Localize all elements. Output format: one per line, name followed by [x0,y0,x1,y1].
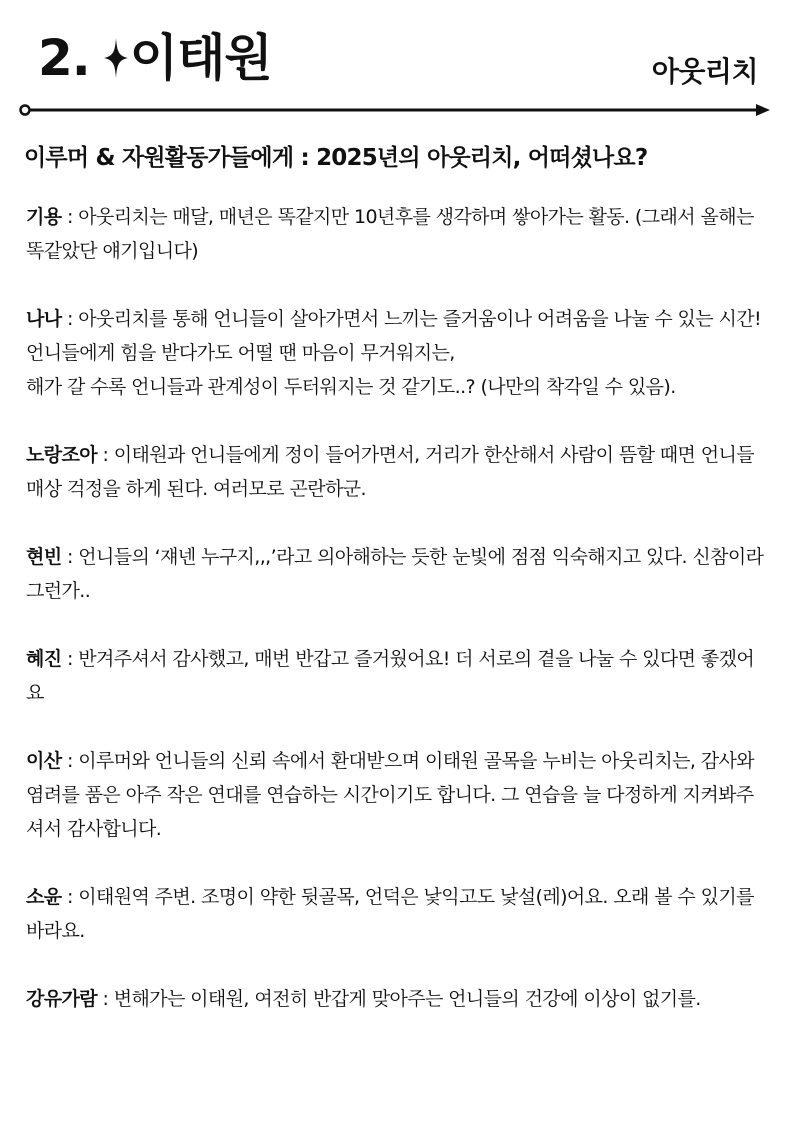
comment-entry [26,200,768,268]
comment-text: 이루머와 언니들의 신뢰 속에서 환대받으며 이태원 골목을 누비는 아웃리치는, 감사와 염려를 품은 아주 작은 연대를 연습하는 시간이기도 합니다. 그 연습을 늘 다정하게 지켜봐주셔서 감사합니다. [26,750,754,840]
comment-entry [26,880,768,948]
four-point-star-icon [104,38,128,78]
comment-list [26,200,768,1050]
comment-entry [26,982,768,1016]
subtitle: 이루머 & 자원활동가들에게 : 2025년의 아웃리치, 어떠셨나요? [24,145,648,171]
comment-entry [26,540,768,608]
comment-text: 이태원과 언니들에게 정이 들어가면서, 거리가 한산해서 사람이 뜸할 때면 언니들 매상 걱정을 하게 된다. 여러모로 곤란하군. [26,444,754,500]
commenter-name: 기용 [26,206,62,228]
name-separator: : [61,206,79,228]
comment-entry [26,642,768,710]
commenter-name: 혜진 [26,648,62,670]
comment-text: 반겨주셔서 감사했고, 매번 반갑고 즐거웠어요! 더 서로의 곁을 나눌 수 있다면 좋겠어요 [26,648,755,704]
name-separator: : [97,988,114,1010]
name-separator: : [61,648,79,670]
name-separator: : [61,750,79,772]
section-number: 2. [38,29,90,87]
comment-entry [26,302,768,404]
timeline-arrow [18,102,772,118]
commenter-name: 강유가람 [26,988,98,1010]
comment-text: 아웃리치는 매달, 매년은 똑같지만 10년후를 생각하며 쌓아가는 활동. (그래서 올해는 똑같았단 얘기입니다) [26,206,754,262]
comment-text: 아웃리치를 통해 언니들이 살아가면서 느끼는 즐거움이나 어려움을 나눌 수 있는 시간! 언니들에게 힘을 받다가도 어떨 땐 마음이 무거워지는, [26,308,762,364]
section-tag: 아웃리치 [651,55,758,88]
commenter-name: 현빈 [26,546,62,568]
name-separator: : [61,308,79,330]
commenter-name: 이산 [26,750,62,772]
commenter-name: 나나 [26,308,62,330]
comment-text: 변해가는 이태원, 여전히 반갑게 맞아주는 언니들의 건강에 이상이 없기를. [113,988,701,1010]
commenter-name: 노랑조아 [26,444,98,466]
comment-entry [26,744,768,846]
comment-text: 이태원역 주변. 조명이 약한 뒷골목, 언덕은 낯익고도 낯설(레)어요. 오래 볼 수 있기를 바라요. [26,886,754,942]
name-separator: : [97,444,114,466]
name-separator: : [61,886,79,908]
comment-text: 언니들의 ‘쟤넨 누구지,,,’라고 의아해하는 듯한 눈빛에 점점 익숙해지고 있다. 신참이라 그런가.. [26,546,764,602]
name-separator: : [61,546,79,568]
commenter-name: 소윤 [26,886,62,908]
section-title [38,26,272,90]
section-title-text: 이태원 [129,29,272,87]
comment-entry [26,438,768,506]
page-header [0,0,794,130]
comment-text-continued: 해가 갈 수록 언니들과 관계성이 두터워지는 것 같기도..? (나만의 착각일 수 있음). [26,376,676,398]
